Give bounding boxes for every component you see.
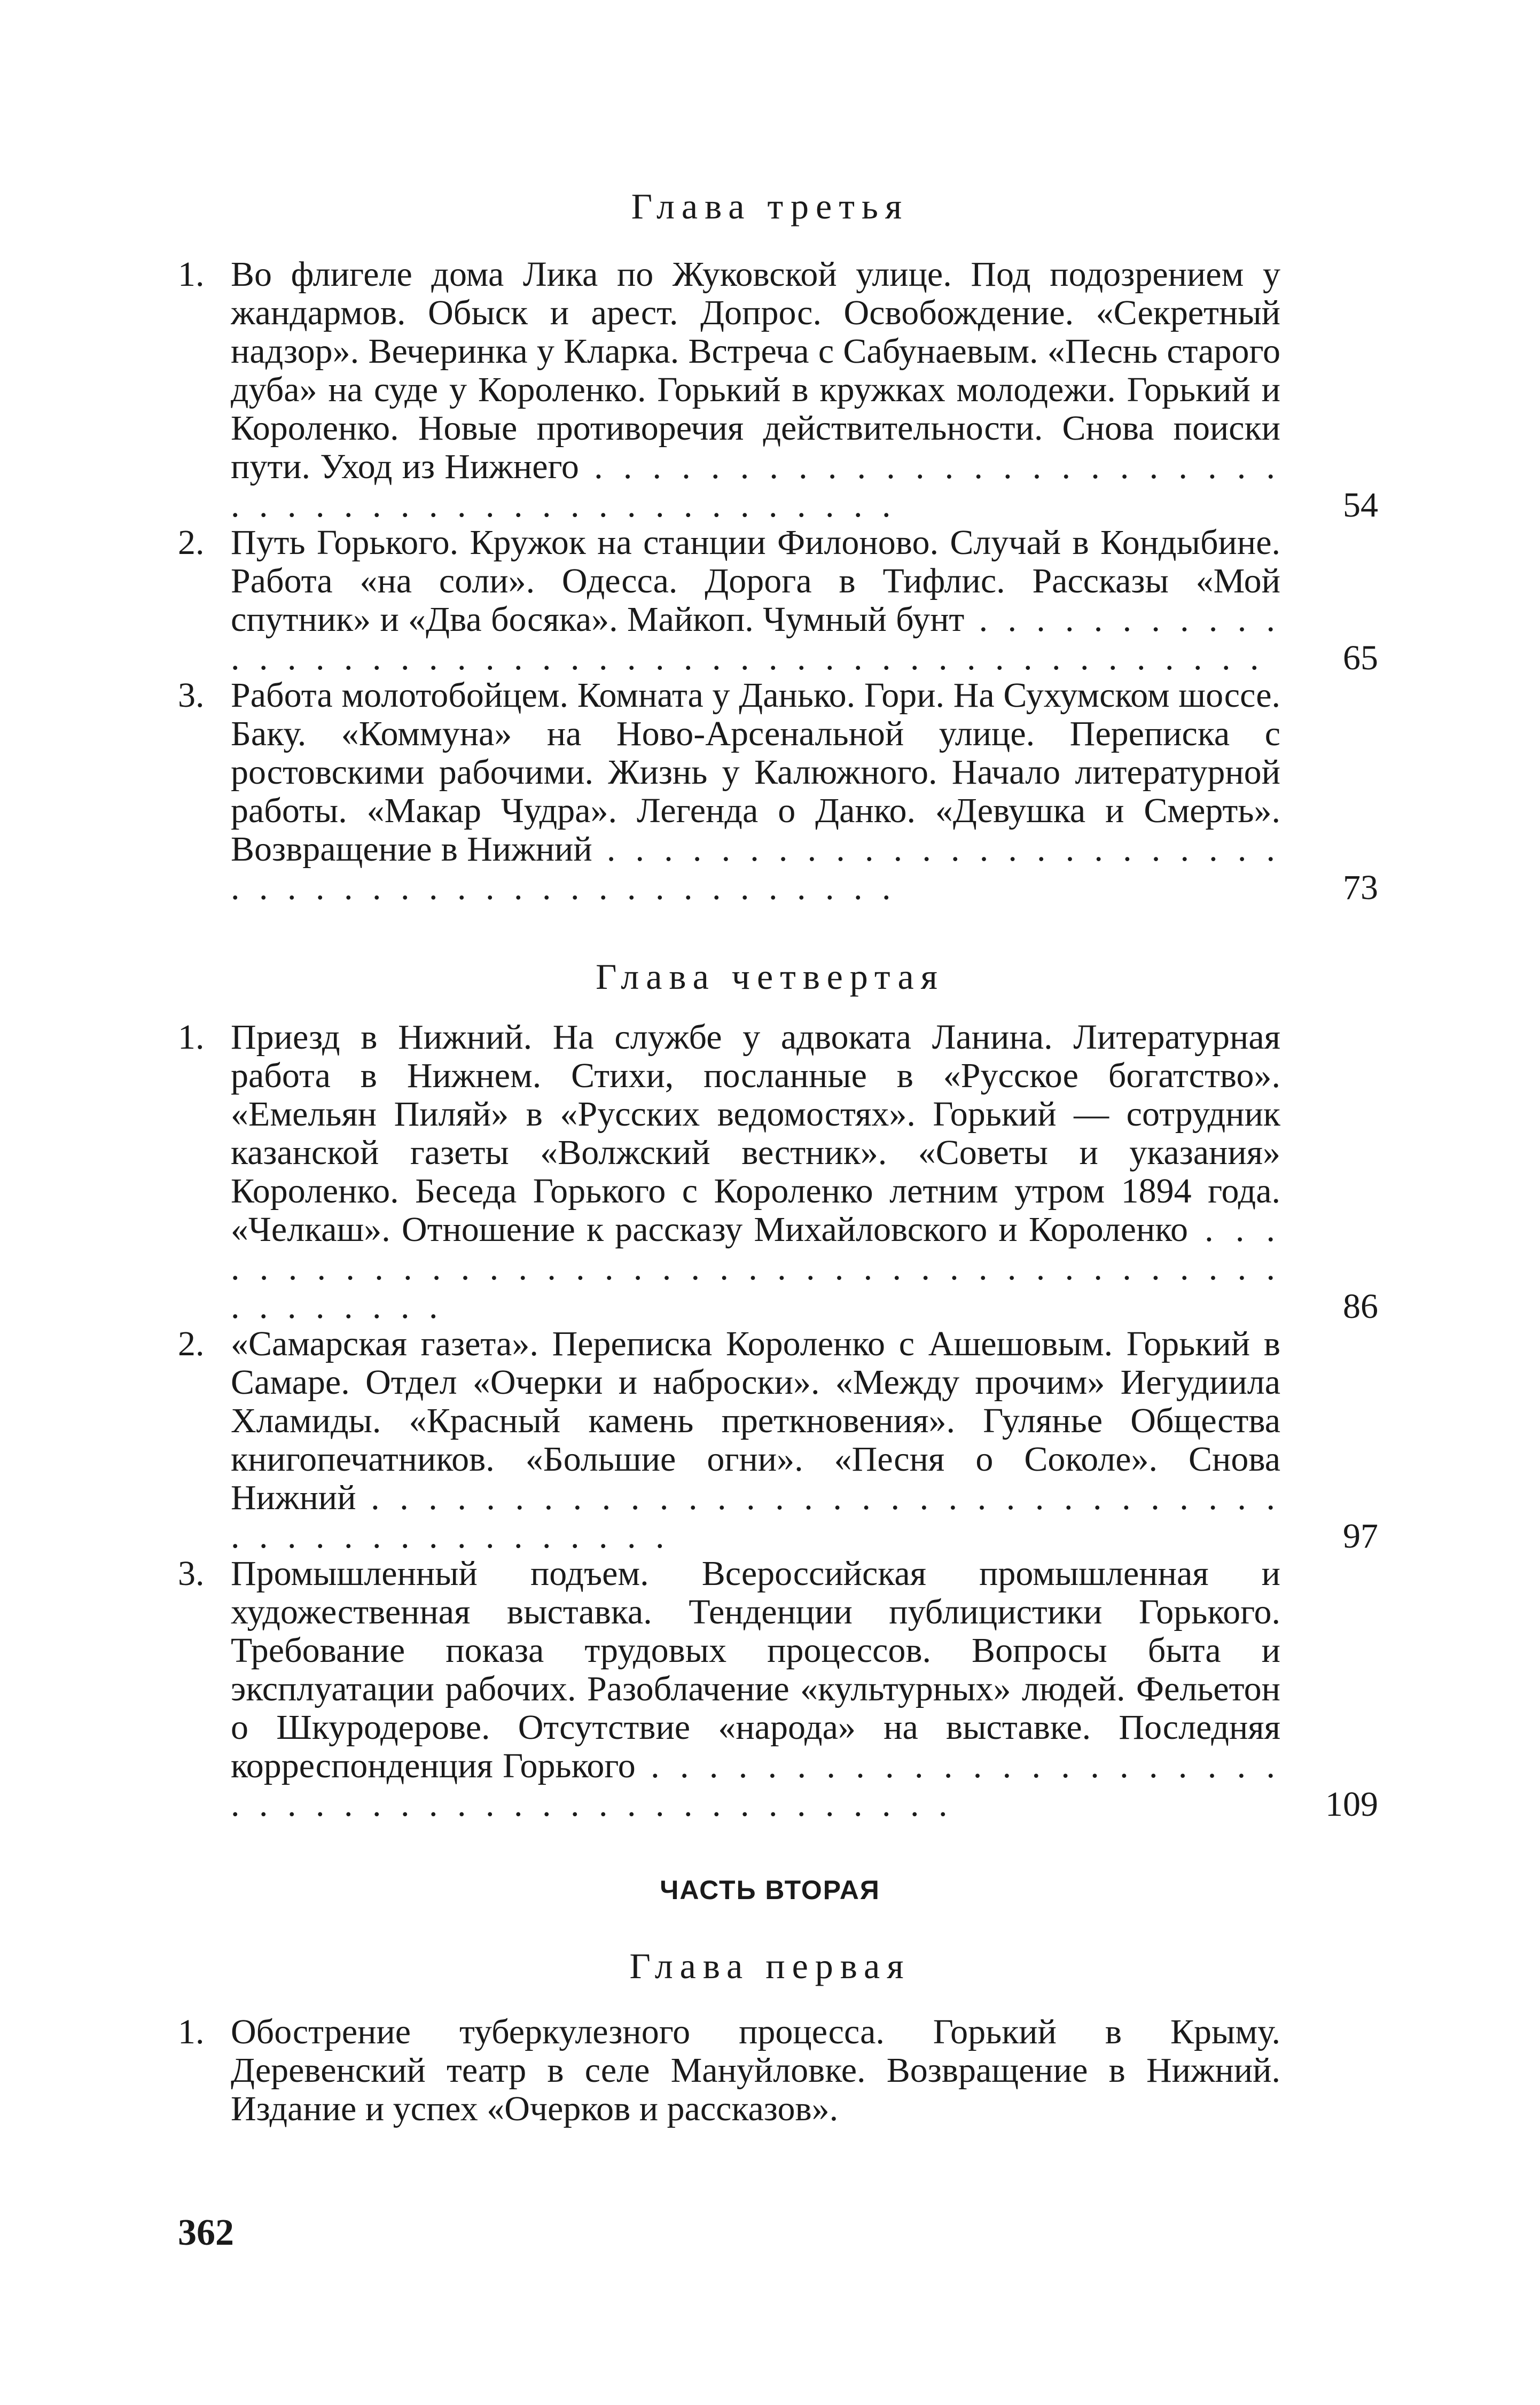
entry-number: 1. <box>178 2012 205 2051</box>
entry-number: 3. <box>178 1554 205 1593</box>
chapter-heading-1: Глава первая <box>629 1946 911 1986</box>
entry-page-number: 109 <box>1325 1785 1378 1824</box>
entry-number: 2. <box>178 523 205 562</box>
chapter-heading-4: Глава четвертая <box>596 956 944 997</box>
entry-title: Путь Горького. Кружок на станции Филоново. Случай в Кондыбине. Работа «на соли». Одесса. Дорога в Тифлис. Рассказы «Мой спутник» и «Два босяка». Майкоп. Чумный бунт . . . <box>231 524 1280 677</box>
entry-number: 1. <box>178 1018 205 1057</box>
entry-number: 1. <box>178 255 205 294</box>
entry-title: Промышленный подъем. Всероссийская промышленная и художественная выставка. Тенденции публицистики Горького. Требование показа трудовых процессов. Вопросы быта и эксплуатации рабочих. Разоблачение «культурных» людей. Фельетон о Шкуродерове. Отсутствие «народа» на выставке. Последняя корреспонденция Горького . . . <box>231 1555 1280 1824</box>
entry-text <box>231 1325 1280 1556</box>
chapter-heading-3: Глава третья <box>631 186 909 227</box>
entry-text <box>231 1555 1280 1824</box>
entry-number: 2. <box>178 1324 205 1363</box>
entry-title: «Самарская газета». Переписка Короленко с Ашешовым. Горький в Самаре. Отдел «Очерки и наброски». «Между прочим» Иегудиила Хламиды. «Красный камень преткновения». Гулянье Общества книгопечатников. «Большие огни». «Песня о Соколе». Снова Нижний . . . <box>231 1325 1280 1556</box>
entry-text: Обострение туберкулезного процесса. Горький в Крыму. Деревенский театр в селе Мануйловке. Возвращение в Нижний. Издание и успех «Очерков и рассказов». <box>231 2012 1280 2128</box>
part-heading: ЧАСТЬ ВТОРАЯ <box>660 1875 880 1905</box>
entry-text <box>231 676 1280 907</box>
entry-page-number: 86 <box>1343 1287 1378 1326</box>
page-number: 362 <box>178 2212 234 2253</box>
entry-text <box>231 524 1280 677</box>
entry-text <box>231 255 1280 525</box>
entry-title: Работа молотобойцем. Комната у Данько. Гори. На Сухумском шоссе. Баку. «Коммуна» на Ново-Арсенальной улице. Переписка с ростовскими рабочими. Жизнь у Калюжного. Начало литературной работы. «Макар Чудра». Легенда о Данко. «Девушка и Смерть». Возвращение в Нижний . . . <box>231 676 1280 907</box>
entry-page-number: 65 <box>1343 638 1378 677</box>
entry-page-number: 97 <box>1343 1517 1378 1556</box>
entry-title: Приезд в Нижний. На службе у адвоката Ланина. Литературная работа в Нижнем. Стихи, посланные в «Русское богатство». «Емельян Пиляй» в «Русских ведомостях». Горький — сотрудник казанской газеты «Волжский вестник». «Советы и указания» Короленко. Беседа Горького с Короленко летним утром 1894 года. «Челкаш». Отношение к рассказу Михайловского и Короленко . . . <box>231 1018 1280 1326</box>
entry-page-number: 73 <box>1343 868 1378 907</box>
entry-title: Во флигеле дома Лика по Жуковской улице. Под подозрением у жандармов. Обыск и арест. Допрос. Освобождение. «Секретный надзор». Вечеринка у Кларка. Встреча с Сабунаевым. «Песнь старого дуба» на суде у Короленко. Горький в кружках молодежи. Горький и Короленко. Новые противоречия действительности. Снова поиски пути. Уход из Нижнего . . . <box>231 255 1280 525</box>
entry-text <box>231 1018 1280 1326</box>
entry-page-number: 54 <box>1343 486 1378 525</box>
entry-number: 3. <box>178 676 205 715</box>
